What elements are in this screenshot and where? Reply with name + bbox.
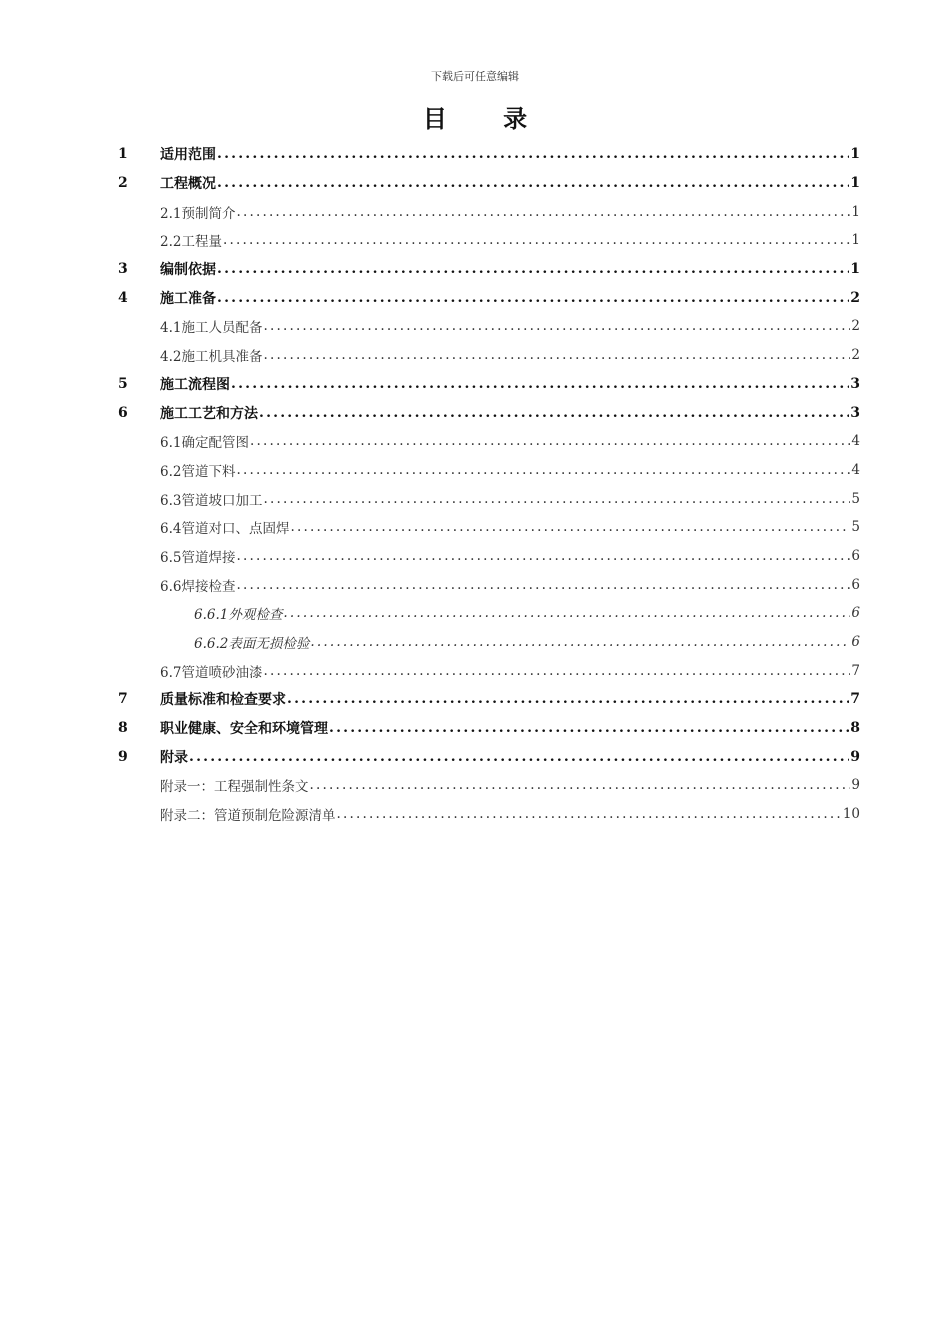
toc-entry-label: 适用范围 xyxy=(160,147,216,164)
dot-leader xyxy=(263,663,850,679)
toc-entry-number: 7 xyxy=(118,691,128,708)
toc-entry-page-number: 1 xyxy=(851,203,860,220)
toc-entry-page-number: 3 xyxy=(850,375,860,392)
toc-entry[interactable] xyxy=(118,542,860,571)
toc-entry[interactable] xyxy=(118,341,860,370)
toc-entry-page-number: 5 xyxy=(851,519,860,536)
toc-entry-number: 4 xyxy=(118,289,128,306)
toc-entry-label: 6.6焊接检查 xyxy=(160,578,236,595)
toc-entry-page-number: 5 xyxy=(851,490,860,507)
dot-leader xyxy=(283,605,850,621)
dot-leader xyxy=(217,261,849,277)
toc-entry[interactable] xyxy=(118,599,860,628)
toc-entry-label: 6.1确定配管图 xyxy=(160,435,249,452)
dot-leader xyxy=(217,290,849,306)
toc-entry-page-number: 4 xyxy=(851,433,860,450)
toc-entry-page-number: 6 xyxy=(851,547,860,564)
toc-entry-page-number: 6 xyxy=(851,634,860,651)
dot-leader xyxy=(263,318,850,334)
dot-leader xyxy=(310,777,851,793)
toc-entry-page-number: 10 xyxy=(842,806,860,823)
toc-entry[interactable] xyxy=(118,140,860,169)
toc-entry[interactable] xyxy=(118,484,860,513)
dot-leader xyxy=(217,175,849,191)
toc-entry[interactable] xyxy=(118,685,860,714)
toc-entry[interactable] xyxy=(118,255,860,284)
toc-entry[interactable] xyxy=(118,513,860,542)
toc-entry-label: 6.7管道喷砂油漆 xyxy=(160,664,263,681)
dot-leader xyxy=(337,806,842,822)
toc-entry[interactable] xyxy=(118,456,860,485)
toc-entry-page-number: 2 xyxy=(851,347,860,364)
dot-leader xyxy=(250,433,850,449)
toc-entry-label: 6.6.1外观检查 xyxy=(194,607,283,624)
toc-entry-label: 编制依据 xyxy=(160,262,216,279)
toc-entry-number: 2 xyxy=(118,175,128,192)
toc-entry[interactable] xyxy=(118,656,860,685)
dot-leader xyxy=(329,720,849,736)
dot-leader xyxy=(236,204,850,220)
toc-entry-label: 4.2施工机具准备 xyxy=(160,349,263,366)
toc-entry-label: 2.1预制简介 xyxy=(160,205,236,222)
toc-entry[interactable] xyxy=(118,226,860,255)
toc-entry[interactable] xyxy=(118,398,860,427)
page-title: 目 录 xyxy=(422,104,552,133)
toc-entry-page-number: 2 xyxy=(850,289,860,306)
toc-entry-label: 施工工艺和方法 xyxy=(160,405,258,422)
toc-entry-page-number: 3 xyxy=(850,404,860,421)
toc-entry-page-number: 6 xyxy=(851,576,860,593)
toc-entry-number: 3 xyxy=(118,261,128,278)
dot-leader xyxy=(290,519,850,535)
dot-leader xyxy=(223,232,850,248)
toc-entry-page-number: 4 xyxy=(851,461,860,478)
toc-entry-label: 附录 xyxy=(160,749,188,766)
toc-entry[interactable] xyxy=(118,771,860,800)
toc-entry-page-number: 1 xyxy=(851,232,860,249)
dot-leader xyxy=(263,347,850,363)
toc-entry-label: 2.2工程量 xyxy=(160,234,222,251)
dot-leader xyxy=(231,376,849,392)
toc-entry[interactable] xyxy=(118,800,860,829)
toc-entry-label: 施工流程图 xyxy=(160,376,230,393)
header-note: 下载后可任意编辑 xyxy=(431,70,519,83)
toc-entry[interactable] xyxy=(118,714,860,743)
toc-entry[interactable] xyxy=(118,427,860,456)
toc-entry-label: 施工准备 xyxy=(160,290,216,307)
toc-entry[interactable] xyxy=(118,169,860,198)
toc-entry-page-number: 7 xyxy=(850,691,860,708)
toc-entry[interactable] xyxy=(118,628,860,657)
toc-entry-number: 9 xyxy=(118,748,128,765)
dot-leader xyxy=(236,462,850,478)
toc-entry-label: 附录二：管道预制危险源清单 xyxy=(160,808,336,825)
dot-leader xyxy=(236,577,850,593)
toc-entry-label: 职业健康、安全和环境管理 xyxy=(160,721,328,738)
toc-entry[interactable] xyxy=(118,312,860,341)
dot-leader xyxy=(189,749,849,765)
toc-entry-page-number: 1 xyxy=(850,146,860,163)
toc-entry-page-number: 1 xyxy=(850,175,860,192)
dot-leader xyxy=(263,491,850,507)
dot-leader xyxy=(310,634,850,650)
toc-entry[interactable] xyxy=(118,370,860,399)
toc-entry-page-number: 7 xyxy=(851,662,860,679)
toc-entry-number: 1 xyxy=(118,146,128,163)
toc-entry[interactable] xyxy=(118,283,860,312)
dot-leader xyxy=(217,146,849,162)
dot-leader xyxy=(236,548,850,564)
toc-entry-number: 5 xyxy=(118,375,128,392)
toc-entry-number: 8 xyxy=(118,720,128,737)
dot-leader xyxy=(259,405,849,421)
toc-entry-label: 6.6.2表面无损检验 xyxy=(194,636,310,653)
toc-entry[interactable] xyxy=(118,742,860,771)
toc-entry[interactable] xyxy=(118,197,860,226)
toc-entry-page-number: 6 xyxy=(851,605,860,622)
toc-entry-label: 质量标准和检查要求 xyxy=(160,692,286,709)
toc-entry-label: 工程概况 xyxy=(160,176,216,193)
table-of-contents xyxy=(118,140,860,829)
toc-entry-page-number: 9 xyxy=(851,777,860,794)
toc-entry-label: 6.2管道下料 xyxy=(160,463,236,480)
toc-entry-label: 6.4管道对口、点固焊 xyxy=(160,521,290,538)
toc-entry-page-number: 1 xyxy=(850,261,860,278)
toc-entry-label: 附录一：工程强制性条文 xyxy=(160,779,309,796)
toc-entry[interactable] xyxy=(118,570,860,599)
toc-entry-label: 6.5管道焊接 xyxy=(160,549,236,566)
dot-leader xyxy=(287,691,849,707)
toc-entry-page-number: 2 xyxy=(851,318,860,335)
toc-entry-label: 6.3管道坡口加工 xyxy=(160,492,263,509)
toc-entry-page-number: 8 xyxy=(850,720,860,737)
toc-entry-label: 4.1施工人员配备 xyxy=(160,320,263,337)
toc-entry-number: 6 xyxy=(118,404,128,421)
toc-entry-page-number: 9 xyxy=(850,748,860,765)
